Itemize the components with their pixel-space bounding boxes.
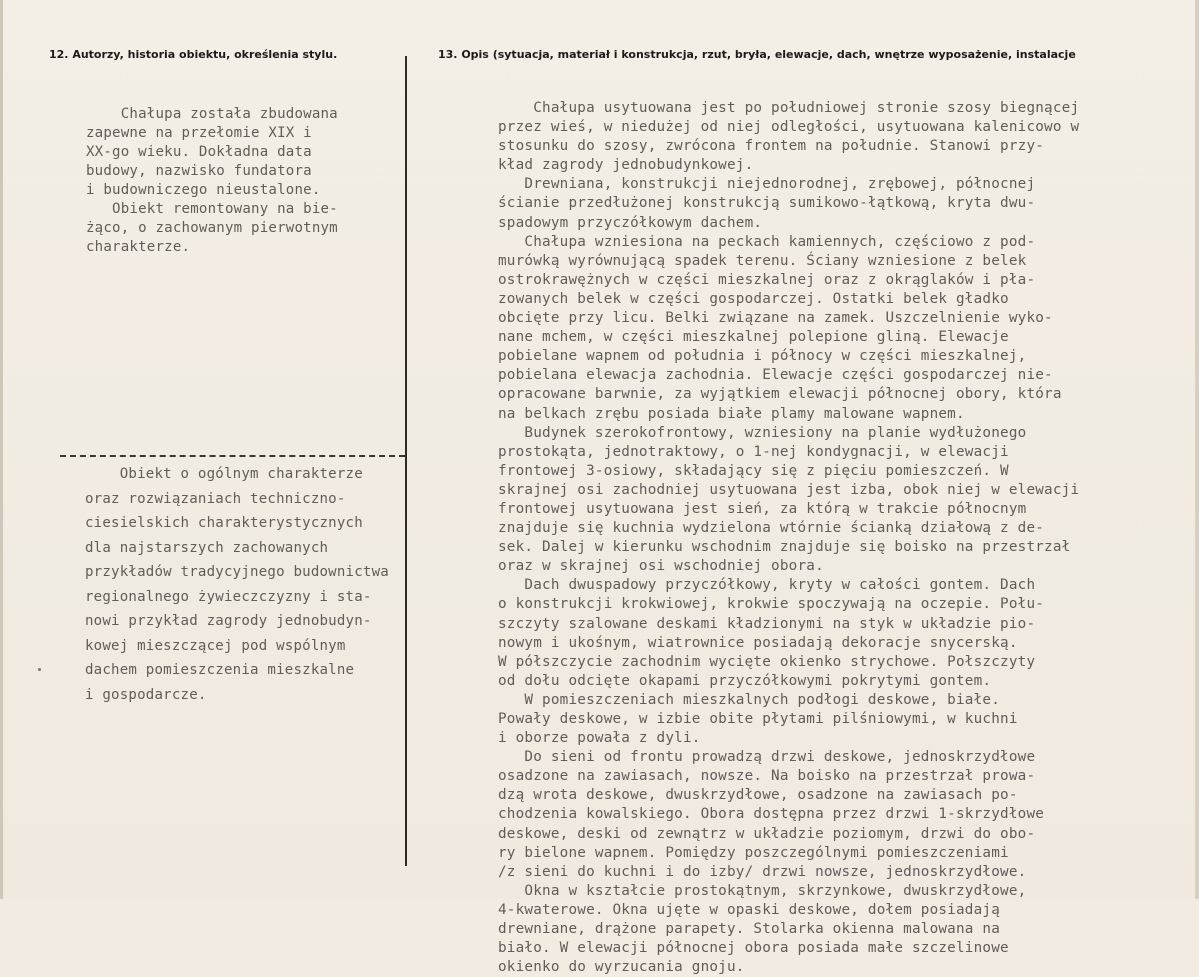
- column-divider: [405, 56, 407, 866]
- section-12-header: 12. Autorzy, historia obiektu, określenia stylu.: [49, 48, 338, 61]
- page-left-edge: [0, 0, 3, 899]
- description-text: Chałupa usytuowana jest po południowej stronie szosy biegnącej przez wieś, w niedużej od niej odległości, usytuowana kalenicowo w stosunku do szosy, zwrócona frontem na południe. Stanowi przy- kład zagrody jednobudynkowej. Drewniana, konstrukcji niejednorodnej, zrębowej, północnej ścianie przedłużonej konstrukcją sumikowo-łątkową, kryta dwu- spadowym przyczółkowym dachem. Chałupa wzniesiona na peckach kamiennych, częściowo z pod- murówką wyrównującą spadek terenu. Ściany wzniesione z belek ostrokrawężnych w części mieszkalnej oraz z okrąglaków i pła- zowanych belek w części gospodarczej. Ostatki belek gładko obcięte przy licu. Belki związane na zamek. Uszczelnienie wyko- nane mchem, w części mieszkalnej polepione gliną. Elewacje pobielane wapnem od południa i północy w części mieszkalnej, pobielana elewacja zachodnia. Elewacje części gospodarczej nie- opracowane barwnie, za wyjątkiem elewacji północnej obory, która na belkach zrębu posiada białe plamy malowane wapnem. Budynek szerokofrontowy, wzniesiony na planie wydłużonego prostokąta, jednotraktowy, o 1-nej kondygnacji, w elewacji frontowej 3-osiowy, składający się z pięciu pomieszczeń. W skrajnej osi zachodniej usytuowana jest izba, obok niej w elewacji frontowej usytuowana jest sień, za którą w trakcie północnym znajduje się kuchnia wydzielona wtórnie ścianką działową z de- sek. Dalej w kierunku wschodnim znajduje się boisko na przestrzał oraz w skrajnej osi wschodniej obora. Dach dwuspadowy przyczółkowy, kryty w całości gontem. Dach o konstrukcji krokwiowej, krokwie spoczywają na oczepie. Połu- szczyty szalowane deskami kładzionymi na styk w układzie pio- nowym i ukośnym, wiatrownice posiadają dekoracje snycerską. W półszczycie zachodnim wycięte okienko strychowe. Połszczyty od dołu odcięte okapami przyczółkowymi pokrytymi gontem. W pomieszczeniach mieszkalnych podłogi deskowe, białe. Powały deskowe, w izbie obite płytami pilśniowymi, w kuchni i oborze powała z dyli. Do sieni od frontu prowadzą drzwi deskowe, jednoskrzydłowe osadzone na zawiasach, nowsze. Na boisko na przestrzał prowa- dzą wrota deskowe, dwuskrzydłowe, osadzone na zawiasach po- chodzenia kowalskiego. Obora dostępna przez drzwi 1-skrzydłowe deskowe, deski od zewnątrz w układzie poziomym, drzwi do obo- ry bielone wapnem. Pomiędzy poszczególnymi pomieszczeniami /z sieni do kuchni i do izby/ drzwi nowsze, jednoskrzydłowe. Okna w kształcie prostokątnym, skrzynkowe, dwuskrzydłowe, 4-kwaterowe. Okna ujęte w opaski deskowe, dołem posiadają drewniane, drążone parapety. Stolarka okienna malowana na biało. W elewacji północnej obora posiada małe szczelinowe okienko do wyrzucania gnoju.: [498, 100, 1080, 976]
- character-text: Obiekt o ogólnym charakterze oraz rozwiązaniach techniczno- ciesielskich charakterystycznych dla najstarszych zachowanych przykładów tradycyjnego budownictwa regionalnego żywieczczyzny i sta- nowi przykład zagrody jednobudyn- kowej mieszczącej pod wspólnym dachem pomieszczenia mieszkalne i gospodarcze.: [85, 466, 389, 703]
- ink-spot: [38, 668, 41, 671]
- left-section-divider: [60, 455, 405, 457]
- page-right-edge: [1195, 0, 1199, 899]
- section-13-header: 13. Opis (sytuacja, materiał i konstrukcja, rzut, bryła, elewacje, dach, wnętrze wyposażenie, instalacje: [438, 48, 1076, 61]
- history-text: Chałupa została zbudowana zapewne na przełomie XIX i XX-go wieku. Dokładna data budowy, nazwisko fundatora i budowniczego nieustalone. Obiekt remontowany na bie- żąco, o zachowanym pierwotnym charakterze.: [86, 106, 338, 255]
